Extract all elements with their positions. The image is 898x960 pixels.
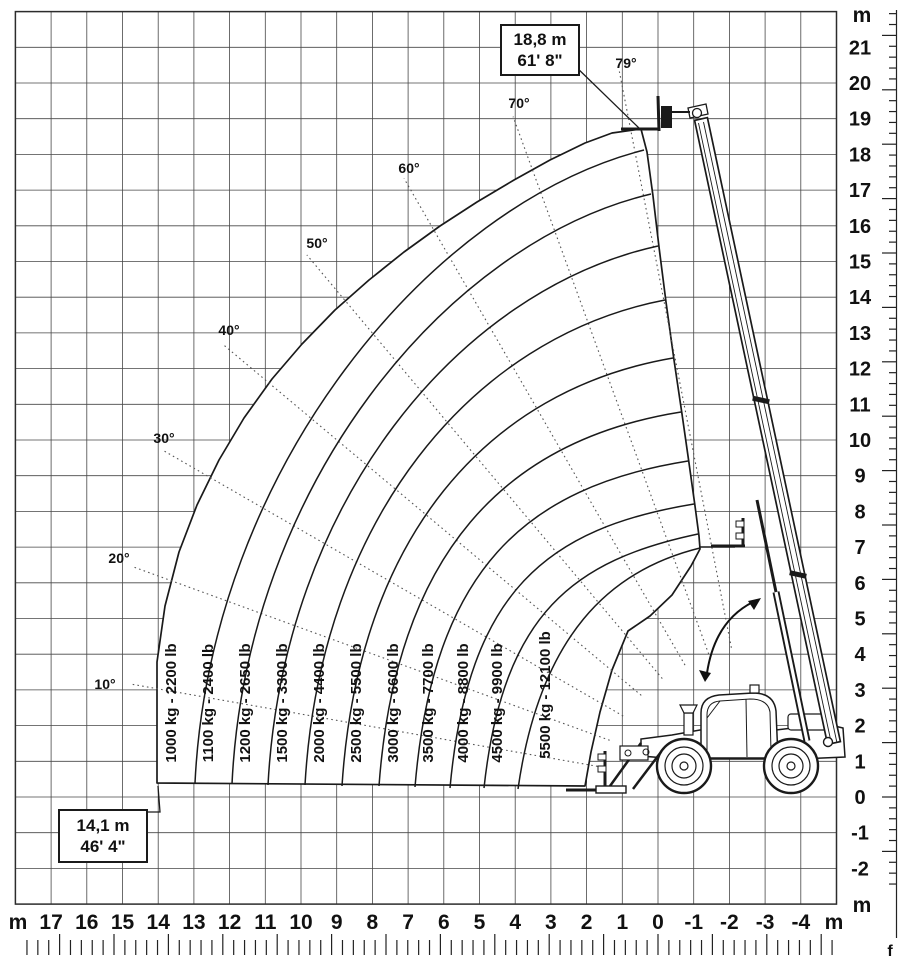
zone-label-2: 1100 kg - 2400 lb [200,643,217,763]
zone-label-9: 4000 kg - 8800 lb [455,643,472,763]
angle-label-30: 30° [153,430,175,446]
angle-label-40: 40° [218,322,240,338]
y-axis-label: 7 [854,537,866,560]
y-axis-label: 4 [854,644,866,667]
zone-label-10: 4500 kg - 9900 lb [489,643,506,763]
stabilizer-pad [596,786,626,793]
x-axis-unit-right: m [824,911,844,934]
zone-label-8: 3500 kg - 7700 lb [420,643,437,763]
y-axis-label: -1 [851,822,869,845]
boom-collar [790,573,807,577]
boom-pivot [824,738,833,747]
zone-label-1: 1000 kg - 2200 lb [163,643,180,763]
y-axis-label: 1 [854,751,866,774]
zone-label-7: 3000 kg - 6600 lb [385,643,402,763]
x-axis-label: 7 [402,911,414,934]
x-axis-label: -2 [720,911,739,934]
feet-ruler-right [882,10,897,960]
angle-label-50: 50° [306,235,328,251]
y-axis-label: 17 [848,180,872,203]
max-reach-imperial: 46' 4" [80,837,126,856]
lift-cylinder [757,500,776,592]
x-axis-label: 11 [254,911,277,934]
x-axis-label: 15 [110,911,135,934]
exhaust-stack [684,713,693,735]
x-axis-label: 8 [366,911,379,934]
max-height-callout [500,24,580,76]
angle-label-10: 10° [94,676,116,692]
wheel [764,739,818,793]
angle-label-60: 60° [398,160,420,176]
x-axis-label: 9 [330,911,343,934]
zone-label-11: 5500 kg - 12100 lb [537,631,554,759]
y-axis-label: 13 [848,322,872,345]
x-axis-label: -1 [684,911,704,934]
zone-label-5: 2000 kg - 4400 lb [311,643,328,763]
y-axis-label: 14 [848,287,872,310]
x-axis-label: 6 [437,911,450,934]
fork-carriage [661,106,672,128]
x-axis-label: 12 [217,911,242,934]
max-reach-callout [58,809,148,863]
angle-label-20: 20° [108,550,130,566]
wheel [657,739,711,793]
max-height-metric: 18,8 m [513,29,567,49]
angle-label-79: 79° [615,55,637,71]
telescopic-boom [695,118,841,745]
feet-ruler-bottom [27,934,832,955]
x-axis-unit-left: m [8,911,28,934]
y-axis-label: 6 [854,572,866,595]
y-axis-label: 12 [848,358,872,381]
zone-label-6: 2500 kg - 5500 lb [348,643,365,763]
x-axis-label: 16 [75,911,99,934]
y-axis-label: 3 [854,679,866,702]
x-axis-label: 14 [146,911,170,934]
fork-icon-7m [711,518,745,547]
x-axis-label: 4 [509,911,522,934]
zone-label-3: 1200 kg - 2650 lb [237,643,254,763]
luffing-arrow-icon [699,598,761,682]
zone-label-4: 1500 kg - 3300 lb [274,643,291,763]
max-reach-metric: 14,1 m [76,815,130,835]
x-axis-labels [9,911,844,934]
x-axis-label: 2 [580,911,593,934]
x-axis-label: 1 [616,911,629,934]
y-axis-labels [849,4,872,917]
boom-collar [753,398,770,402]
x-axis-label: 5 [473,911,486,934]
y-axis-unit-bottom: m [852,894,872,917]
y-axis-label: 18 [848,144,872,167]
y-axis-label: 19 [848,108,872,131]
y-axis-label: 2 [854,715,866,738]
x-axis-label: -4 [791,911,811,934]
y-axis-label: 15 [848,251,872,274]
y-axis-label: 0 [854,787,866,809]
y-axis-label: 20 [848,73,872,95]
y-axis-label: 5 [854,608,866,631]
stabilizer-linkage [620,746,648,760]
max-height-imperial: 61' 8" [517,51,563,70]
y-axis-label: 9 [854,465,866,488]
boom-head-sheave [693,109,702,118]
y-axis-label: 11 [849,394,871,417]
x-axis-label: 13 [182,911,206,934]
y-axis-label: 21 [848,37,872,60]
y-axis-label: 8 [854,501,866,524]
x-axis-label: 0 [652,911,664,934]
y-axis-label: 16 [848,215,872,238]
y-axis-label: 10 [848,430,872,452]
y-axis-unit-top: m [852,4,872,27]
angle-label-70: 70° [508,95,530,111]
beacon-icon [750,685,759,693]
feet-ruler-label: f [887,943,893,960]
x-axis-label: 10 [289,911,313,934]
x-axis-label: -3 [755,911,775,934]
y-axis-label: -2 [851,858,869,881]
x-axis-label: 3 [545,911,557,934]
x-axis-label: 17 [39,911,63,934]
